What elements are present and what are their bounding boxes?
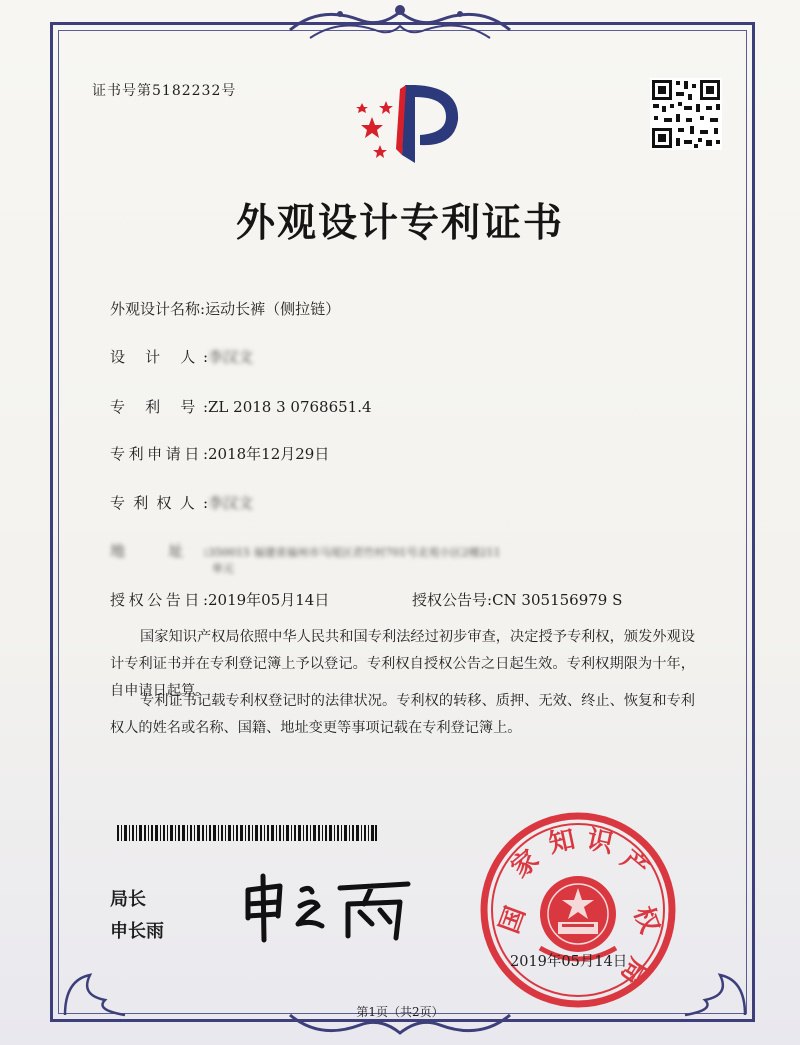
page-number: 第1页（共2页） [356,1005,444,1019]
address-value-line1: 350015 福建省福州市马尾区君竹村701号北苑小区2楼211 [208,546,501,559]
patent-number-row [110,396,372,417]
handwritten-signature [240,868,420,943]
grant-date-label: 授权公告日: [110,591,208,609]
designer-label: 设 计 人: [110,348,208,366]
director-title: 局长 [110,889,146,910]
grant-number-value: CN 305156979 S [492,591,623,609]
address-row [110,540,500,561]
grant-number-label: 授权公告号: [412,591,493,609]
patentee-value: 李汉文 [208,494,254,512]
patentee-label: 专利权人: [110,494,208,512]
svg-text:局: 局 [614,952,654,990]
application-date-value: 2018年12月29日 [208,445,330,463]
patentee-row [110,492,253,513]
application-date-label: 专利申请日: [110,445,208,463]
design-name-label: 外观设计名称: [110,300,206,318]
svg-text:家: 家 [505,844,545,885]
paragraph-legal-status [110,688,695,742]
barcode-icon [117,825,377,841]
official-seal-stamp [478,810,678,1010]
patent-number-label: 专 利 号: [110,398,208,416]
svg-text:权: 权 [627,902,665,938]
top-ornament-icon [280,0,520,45]
address-value-line2: 单元 [212,562,234,575]
grant-date-row [110,589,329,610]
designer-row [110,346,253,367]
qr-code-icon [650,78,722,150]
paragraph-1-text: 国家知识产权局依照中华人民共和国专利法经过初步审查，决定授予专利权，颁发外观设计专利证书并在专利登记簿上予以登记。专利权自授权公告之日起生效。专利权期限为十年，自申请日起算。 [110,629,695,699]
director-name: 申长雨 [110,921,164,942]
patent-number-value: ZL 2018 3 0768651.4 [208,398,372,416]
grant-number-row [412,589,622,610]
svg-text:知: 知 [546,824,578,860]
grant-date-value: 2019年05月14日 [208,591,330,609]
certificate-title: 外观设计专利证书 [235,201,564,246]
svg-text:国: 国 [494,902,532,938]
patent-office-emblem-icon [350,75,470,170]
address-label: 地 址: [110,542,208,560]
seal-date: 2019年05月14日 [510,954,628,970]
application-date-row [110,443,329,464]
certificate-number: 证书号第5182232号 [92,83,237,99]
paragraph-2-text: 专利证书记载专利权登记时的法律状况。专利权的转移、质押、无效、终止、恢复和专利权人的姓名或名称、国籍、地址变更等事项记载在专利登记簿上。 [110,693,695,736]
design-name-value: 运动长裤（侧拉链） [205,300,341,318]
designer-value: 李汉文 [208,348,254,366]
design-name-row [110,298,340,319]
svg-text:识: 识 [584,824,616,860]
svg-text:产: 产 [615,844,655,885]
